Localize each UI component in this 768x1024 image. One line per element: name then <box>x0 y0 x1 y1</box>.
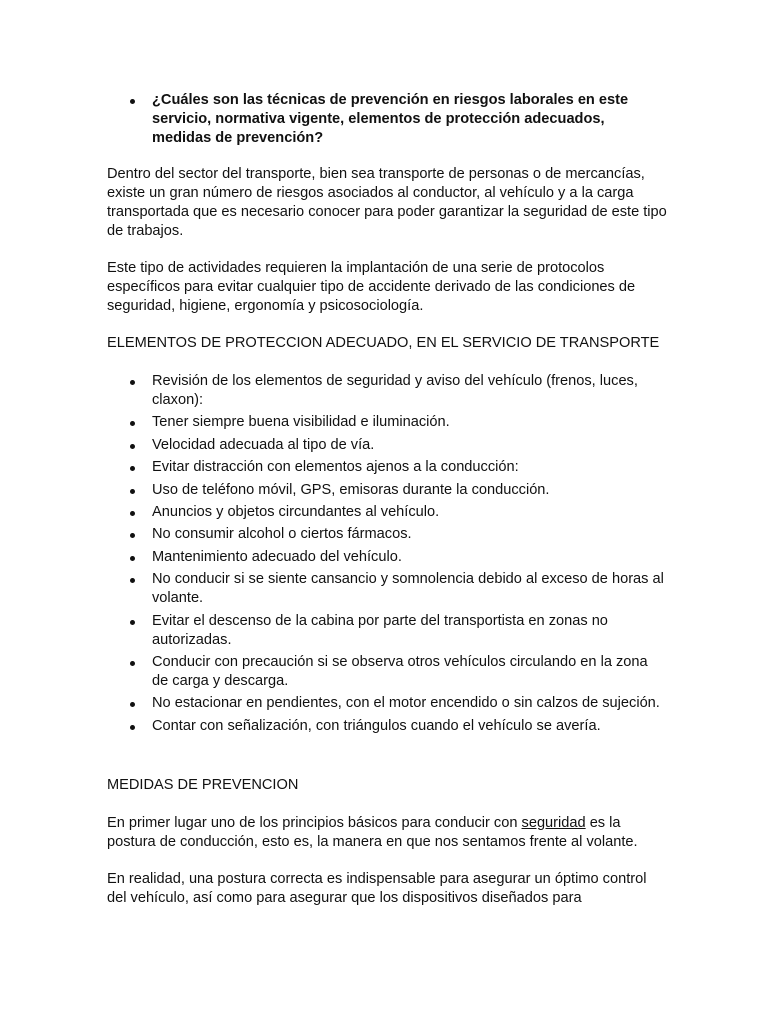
list-item: Anuncios y objetos circundantes al vehículo. <box>107 503 667 522</box>
list-item: Conducir con precaución si se observa otros vehículos circulando en la zona de carga y descarga. <box>107 653 667 691</box>
measures-text-before: En primer lugar uno de los principios básicos para conducir con <box>107 814 522 831</box>
list-item: Evitar distracción con elementos ajenos a la conducción: <box>107 458 667 477</box>
question-list <box>107 91 667 148</box>
list-item: Mantenimiento adecuado del vehículo. <box>107 548 667 567</box>
list-item: No consumir alcohol o ciertos fármacos. <box>107 525 667 544</box>
list-item: No conducir si se siente cansancio y somnolencia debido al exceso de horas al volante. <box>107 570 667 608</box>
list-item: Revisión de los elementos de seguridad y aviso del vehículo (frenos, luces, claxon): <box>107 372 667 410</box>
measures-heading: MEDIDAS DE PREVENCION <box>107 776 299 793</box>
intro-paragraph-2: Este tipo de actividades requieren la implantación de una serie de protocolos específicos para evitar cualquier tipo de accidente derivado de las condiciones de seguridad, higiene, ergonomía y psicosociología. <box>107 260 636 314</box>
question-item: ¿Cuáles son las técnicas de prevención en riesgos laborales en este servicio, normativa vigente, elementos de protección adecuados, medidas de prevención? <box>107 91 667 148</box>
document-content <box>107 91 667 926</box>
measures-text-after: es la postura de conducción, esto es, la manera en que nos sentamos frente al volante. <box>107 814 638 850</box>
elements-list <box>107 372 667 736</box>
list-item: Velocidad adecuada al tipo de vía. <box>107 436 667 455</box>
list-item: No estacionar en pendientes, con el motor encendido o sin calzos de sujeción. <box>107 694 667 713</box>
list-item: Evitar el descenso de la cabina por parte del transportista en zonas no autorizadas. <box>107 612 667 650</box>
measures-paragraph-1 <box>107 814 667 852</box>
list-item: Tener siempre buena visibilidad e iluminación. <box>107 413 667 432</box>
list-item: Uso de teléfono móvil, GPS, emisoras durante la conducción. <box>107 481 667 500</box>
seguridad-link[interactable]: seguridad <box>521 814 586 831</box>
measures-paragraph-2: En realidad, una postura correcta es indispensable para asegurar un óptimo control del vehículo, así como para asegurar que los dispositivos diseñados para <box>107 870 647 906</box>
list-item: Contar con señalización, con triángulos cuando el vehículo se avería. <box>107 717 667 736</box>
intro-paragraph-1: Dentro del sector del transporte, bien sea transporte de personas o de mercancías, existe un gran número de riesgos asociados al conductor, al vehículo y a la carga transportada que es necesario conocer para poder garantizar la seguridad de este tipo de trabajos. <box>107 166 667 239</box>
elements-heading: ELEMENTOS DE PROTECCION ADECUADO, EN EL SERVICIO DE TRANSPORTE <box>107 335 660 351</box>
